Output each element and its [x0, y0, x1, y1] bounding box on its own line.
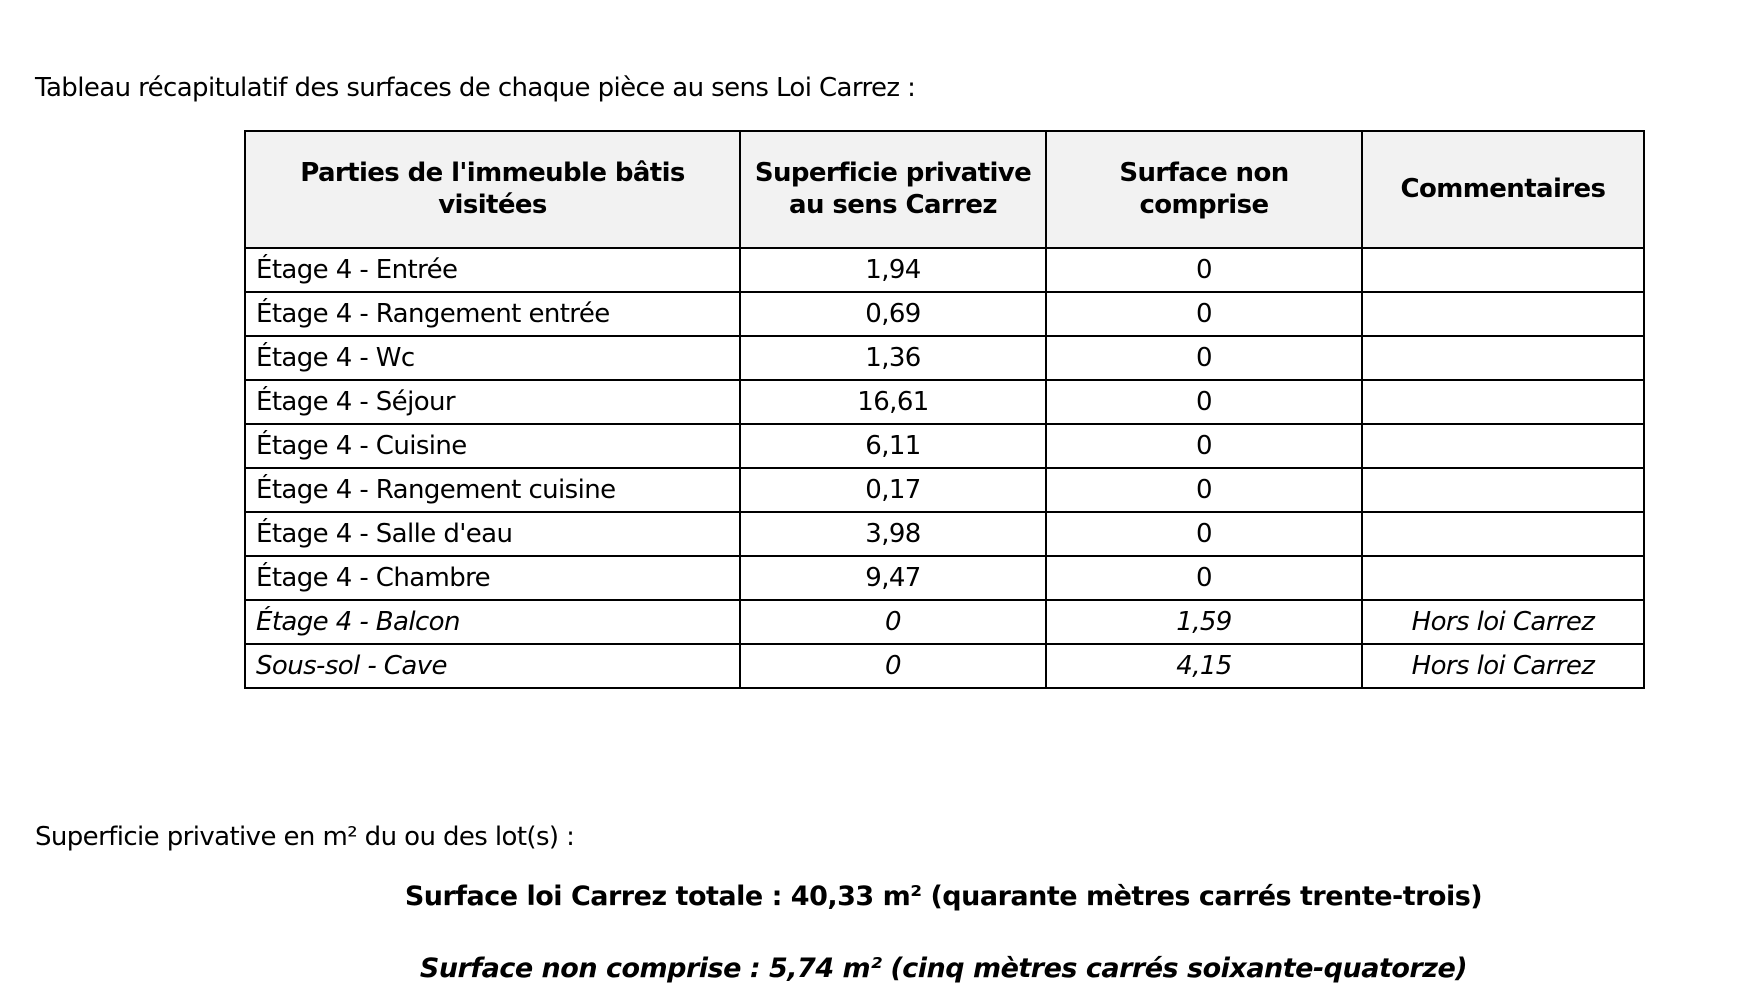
table-row — [245, 468, 1644, 512]
table-row-hors-carrez — [245, 600, 1644, 644]
non-comprise-cell: 0 — [1046, 380, 1362, 424]
room-cell: Étage 4 - Rangement cuisine — [245, 468, 740, 512]
room-cell: Étage 4 - Rangement entrée — [245, 292, 740, 336]
non-comprise-cell: 1,59 — [1046, 600, 1362, 644]
non-comprise-cell: 0 — [1046, 292, 1362, 336]
comment-cell — [1362, 292, 1644, 336]
carrez-cell: 0 — [740, 644, 1046, 688]
table-row — [245, 336, 1644, 380]
non-comprise-cell: 0 — [1046, 248, 1362, 292]
header-surface-non-comprise: Surface non comprise — [1046, 131, 1362, 248]
comment-cell: Hors loi Carrez — [1362, 600, 1644, 644]
carrez-cell: 6,11 — [740, 424, 1046, 468]
lots-surface-label: Superficie privative en m² du ou des lot(s) : — [35, 822, 575, 852]
comment-cell: Hors loi Carrez — [1362, 644, 1644, 688]
header-commentaires: Commentaires — [1362, 131, 1644, 248]
room-cell: Étage 4 - Cuisine — [245, 424, 740, 468]
carrez-cell: 9,47 — [740, 556, 1046, 600]
room-cell: Étage 4 - Entrée — [245, 248, 740, 292]
comment-cell — [1362, 380, 1644, 424]
room-cell: Étage 4 - Balcon — [245, 600, 740, 644]
comment-cell — [1362, 556, 1644, 600]
carrez-cell: 1,94 — [740, 248, 1046, 292]
comment-cell — [1362, 424, 1644, 468]
header-row — [245, 131, 1644, 248]
non-comprise-cell: 0 — [1046, 336, 1362, 380]
table-row — [245, 556, 1644, 600]
non-comprise-cell: 0 — [1046, 512, 1362, 556]
table-row — [245, 380, 1644, 424]
table-header — [245, 131, 1644, 248]
non-comprise-cell: 0 — [1046, 424, 1362, 468]
carrez-cell: 16,61 — [740, 380, 1046, 424]
comment-cell — [1362, 248, 1644, 292]
carrez-total-line: Surface loi Carrez totale : 40,33 m² (quarante mètres carrés trente-trois) — [404, 881, 1483, 912]
header-parties: Parties de l'immeuble bâtis visitées — [245, 131, 740, 248]
carrez-cell: 3,98 — [740, 512, 1046, 556]
room-cell: Étage 4 - Salle d'eau — [245, 512, 740, 556]
table-row — [245, 248, 1644, 292]
carrez-cell: 1,36 — [740, 336, 1046, 380]
comment-cell — [1362, 512, 1644, 556]
non-comprise-cell: 0 — [1046, 468, 1362, 512]
table-row — [245, 424, 1644, 468]
table-row-hors-carrez — [245, 644, 1644, 688]
non-comprise-cell: 0 — [1046, 556, 1362, 600]
non-comprise-total-line: Surface non comprise : 5,74 m² (cinq mètres carrés soixante-quatorze) — [419, 953, 1468, 984]
room-cell: Étage 4 - Séjour — [245, 380, 740, 424]
document-title: Tableau récapitulatif des surfaces de chaque pièce au sens Loi Carrez : — [35, 73, 916, 103]
room-cell: Sous-sol - Cave — [245, 644, 740, 688]
table-row — [245, 292, 1644, 336]
carrez-surfaces-table — [244, 130, 1645, 689]
comment-cell — [1362, 336, 1644, 380]
carrez-cell: 0,69 — [740, 292, 1046, 336]
room-cell: Étage 4 - Chambre — [245, 556, 740, 600]
room-cell: Étage 4 - Wc — [245, 336, 740, 380]
carrez-cell: 0 — [740, 600, 1046, 644]
header-superficie-carrez: Superficie privative au sens Carrez — [740, 131, 1046, 248]
comment-cell — [1362, 468, 1644, 512]
table-row — [245, 512, 1644, 556]
carrez-cell: 0,17 — [740, 468, 1046, 512]
non-comprise-cell: 4,15 — [1046, 644, 1362, 688]
